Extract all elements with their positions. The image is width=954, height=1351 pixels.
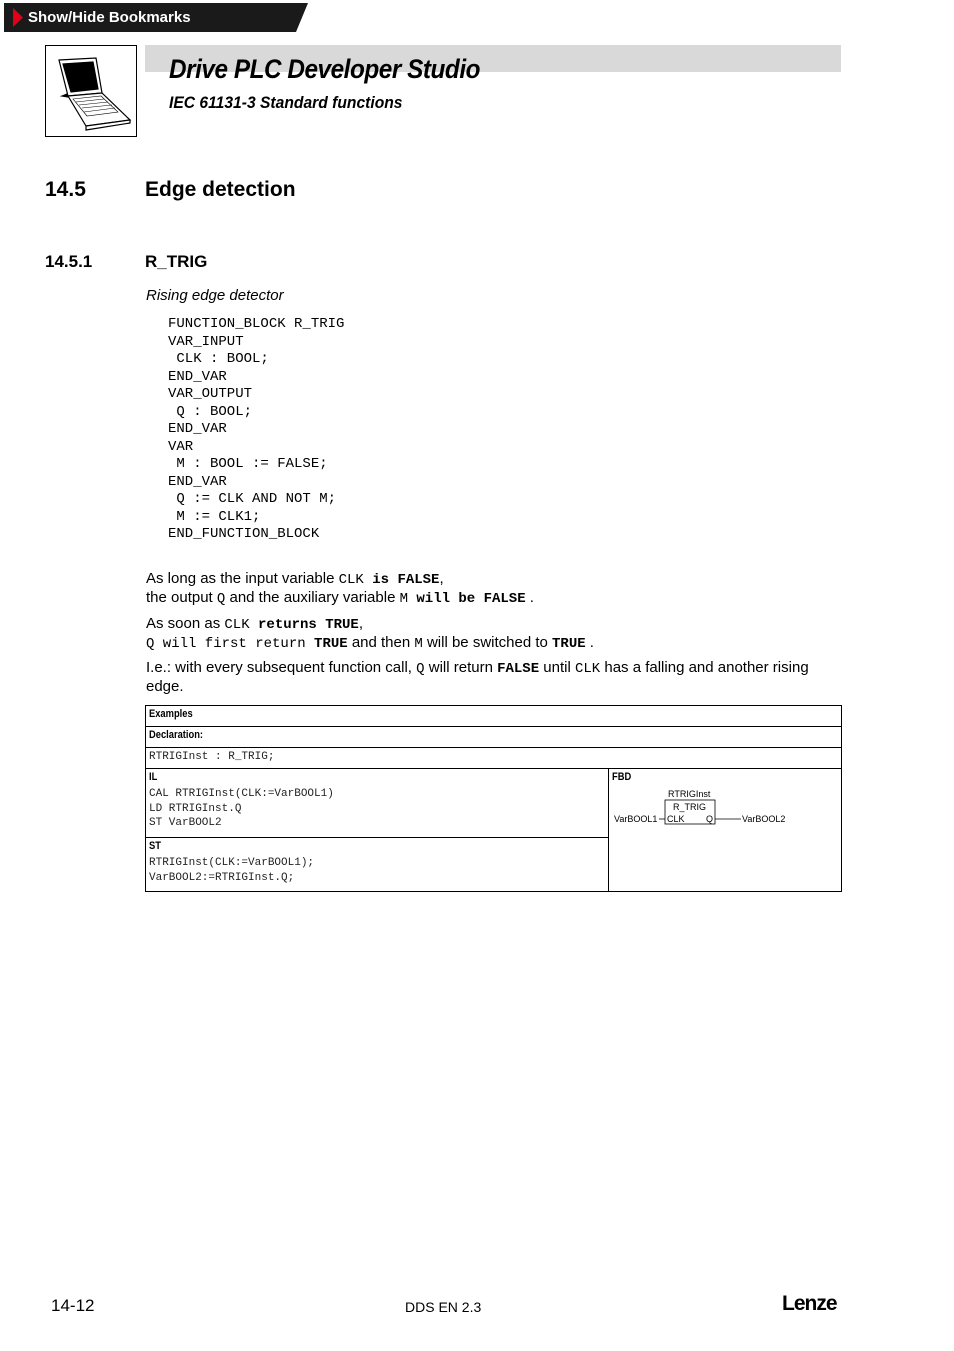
code-text: Q will first return: [146, 636, 306, 652]
brand-logo: Lenze: [782, 1292, 837, 1315]
text: .: [525, 589, 534, 606]
code-bold: will be FALSE: [407, 591, 526, 607]
code-text: M: [399, 591, 408, 607]
text: the output: [146, 589, 217, 606]
code-bold: TRUE: [305, 636, 348, 652]
code-listing: FUNCTION_BLOCK R_TRIG VAR_INPUT CLK : BOOL; END_VAR VAR_OUTPUT Q : BOOL; END_VAR VAR M : BOOL := FALSE; END_VAR Q := CLK AND NOT M; M := CLK1; END_FUNCTION_BLOCK: [168, 316, 345, 542]
text: and then: [347, 634, 415, 651]
page-number: 14-12: [51, 1296, 95, 1315]
text: will be switched to: [422, 634, 553, 651]
laptop-icon: [46, 46, 136, 136]
st-code: RTRIGInst(CLK:=VarBOOL1); VarBOOL2:=RTRIGInst.Q;: [149, 857, 315, 884]
fbd-cell: [609, 769, 842, 892]
paragraph-3: [146, 659, 842, 696]
fbd-header: FBD: [612, 771, 632, 783]
code-bold: TRUE: [552, 636, 586, 652]
il-cell: [146, 769, 609, 838]
text: will return: [424, 659, 498, 676]
fbd-in-pin: CLK: [667, 814, 685, 824]
fbd-block-name: R_TRIG: [673, 802, 707, 812]
examples-table: [145, 705, 842, 892]
fbd-in-var: VarBOOL1: [614, 814, 658, 824]
code-text: CLK: [574, 661, 601, 677]
document-subtitle: IEC 61131-3 Standard functions: [169, 93, 403, 112]
code-bold: FALSE: [497, 661, 540, 677]
text: As long as the input variable: [146, 570, 339, 587]
text: ,: [358, 615, 363, 632]
section-number: 14.5: [45, 178, 86, 201]
fbd-diagram: [612, 785, 838, 835]
code-text: Q: [416, 661, 425, 677]
subsection-description: Rising edge detector: [146, 287, 284, 304]
declaration-code: RTRIGInst : R_TRIG;: [149, 751, 275, 763]
subsection-title: R_TRIG: [145, 252, 208, 271]
examples-header: Examples: [149, 708, 193, 720]
text: As soon as: [146, 615, 225, 632]
text: I.e.: with every subsequent function call,: [146, 659, 417, 676]
paragraph-1: [146, 570, 846, 608]
section-title: Edge detection: [145, 178, 296, 201]
declaration-header-cell: [146, 727, 842, 748]
bookmark-label: Show/Hide Bookmarks: [28, 9, 191, 26]
code-text: CLK: [224, 617, 250, 633]
text: and the auxiliary variable: [225, 589, 400, 606]
code-text: CLK: [338, 572, 364, 588]
fbd-out-var: VarBOOL2: [742, 814, 786, 824]
code-bold: is FALSE: [363, 572, 440, 588]
declaration-code-cell: [146, 748, 842, 769]
declaration-header: Declaration:: [149, 729, 204, 741]
show-hide-bookmarks-button[interactable]: [4, 3, 308, 32]
code-text: Q: [216, 591, 226, 607]
text: until: [539, 659, 575, 676]
laptop-logo: [45, 45, 137, 137]
text: .: [585, 634, 594, 651]
text: ,: [439, 570, 444, 587]
st-header: ST: [149, 840, 161, 852]
il-header: IL: [149, 771, 158, 783]
fbd-instance: RTRIGInst: [668, 789, 711, 799]
fbd-out-pin: Q: [706, 814, 714, 824]
document-title: Drive PLC Developer Studio: [169, 54, 481, 84]
code-text: M: [414, 636, 423, 652]
paragraph-2: [146, 615, 846, 653]
st-cell: [146, 838, 609, 892]
document-code: DDS EN 2.3: [405, 1299, 482, 1315]
text: has a falling and another rising edge.: [146, 659, 809, 695]
examples-header-cell: [146, 706, 842, 727]
code-bold: returns TRUE: [249, 617, 359, 633]
il-code: CAL RTRIGInst(CLK:=VarBOOL1) LD RTRIGInst.Q ST VarBOOL2: [149, 788, 334, 829]
subsection-number: 14.5.1: [45, 252, 93, 271]
